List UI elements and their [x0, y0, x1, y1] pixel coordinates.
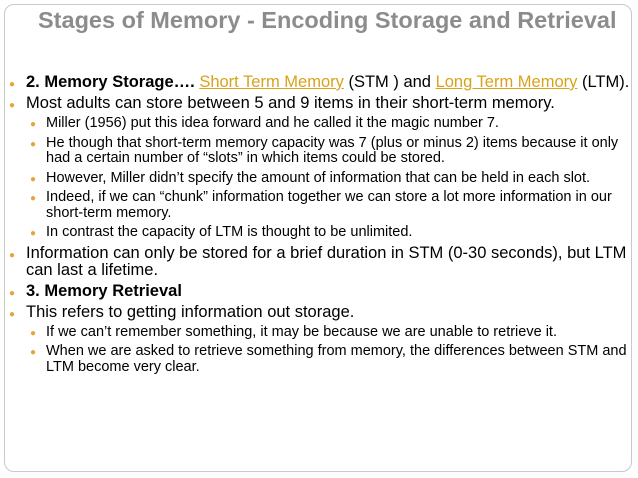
slide-title: Stages of Memory - Encoding Storage and Retrieval: [38, 7, 617, 33]
bullet-item: [4, 283, 632, 300]
bullet-item: [4, 116, 632, 132]
bullet-item: [4, 95, 632, 112]
bullet-dot-icon: ●: [9, 249, 16, 261]
bullet-list: [4, 74, 632, 379]
text-link[interactable]: Short Term Memory: [199, 73, 344, 91]
text-link[interactable]: Long Term Memory: [435, 73, 578, 91]
bullet-dot-icon: ●: [9, 308, 16, 320]
bullet-dot-icon: ●: [30, 193, 37, 204]
bullet-dot-icon: ●: [30, 173, 37, 185]
bullet-heading: 2. Memory Storage….: [26, 73, 195, 91]
bullet-text: This refers to getting information out storage.: [26, 302, 355, 321]
bullet-item: [4, 74, 632, 91]
bullet-text: If we can’t remember something, it may be because we are unable to retrieve it.: [46, 323, 557, 340]
bullet-dot-icon: ●: [30, 327, 37, 339]
bullet-dot-icon: ●: [9, 79, 16, 90]
bullet-item: [4, 136, 632, 167]
bullet-text: Information can only be stored for a brief duration in STM (0-30 seconds), but LTM can last a lifetime.: [26, 243, 627, 279]
bullet-dot-icon: ●: [30, 119, 37, 130]
bullet-item: [4, 225, 632, 241]
bullet-dot-icon: ●: [9, 100, 16, 111]
bullet-text: He though that short-term memory capacity was 7 (plus or minus 2) items because it only had a certain number of “slots” in which items could be stored.: [46, 134, 619, 166]
bullet-dot-icon: ●: [9, 287, 16, 299]
bullet-heading: 3. Memory Retrieval: [26, 281, 182, 300]
bullet-text: Most adults can store between 5 and 9 items in their short-term memory.: [26, 94, 555, 112]
bullet-text: Miller (1956) put this idea forward and he called it the magic number 7.: [46, 115, 499, 131]
bullet-item: [4, 344, 632, 375]
bullet-text: In contrast the capacity of LTM is thought to be unlimited.: [46, 224, 413, 240]
bullet-item: [4, 304, 632, 321]
bullet-text: However, Miller didn’t specify the amount of information that can be held in each slot.: [46, 169, 591, 186]
bullet-dot-icon: ●: [30, 228, 37, 239]
bullet-text: Indeed, if we can “chunk” information together we can store a lot more information in our short-term memory.: [46, 189, 612, 221]
bullet-text: When we are asked to retrieve something from memory, the differences between STM and LTM become very clear.: [46, 343, 627, 375]
bullet-item: [4, 171, 632, 187]
bullet-text: (STM ) and: [343, 73, 436, 91]
bullet-text: (LTM).: [577, 73, 630, 91]
bullet-item: [4, 190, 632, 221]
bullet-item: [4, 325, 632, 341]
bullet-item: [4, 245, 632, 279]
bullet-dot-icon: ●: [30, 347, 37, 358]
bullet-dot-icon: ●: [30, 138, 37, 150]
